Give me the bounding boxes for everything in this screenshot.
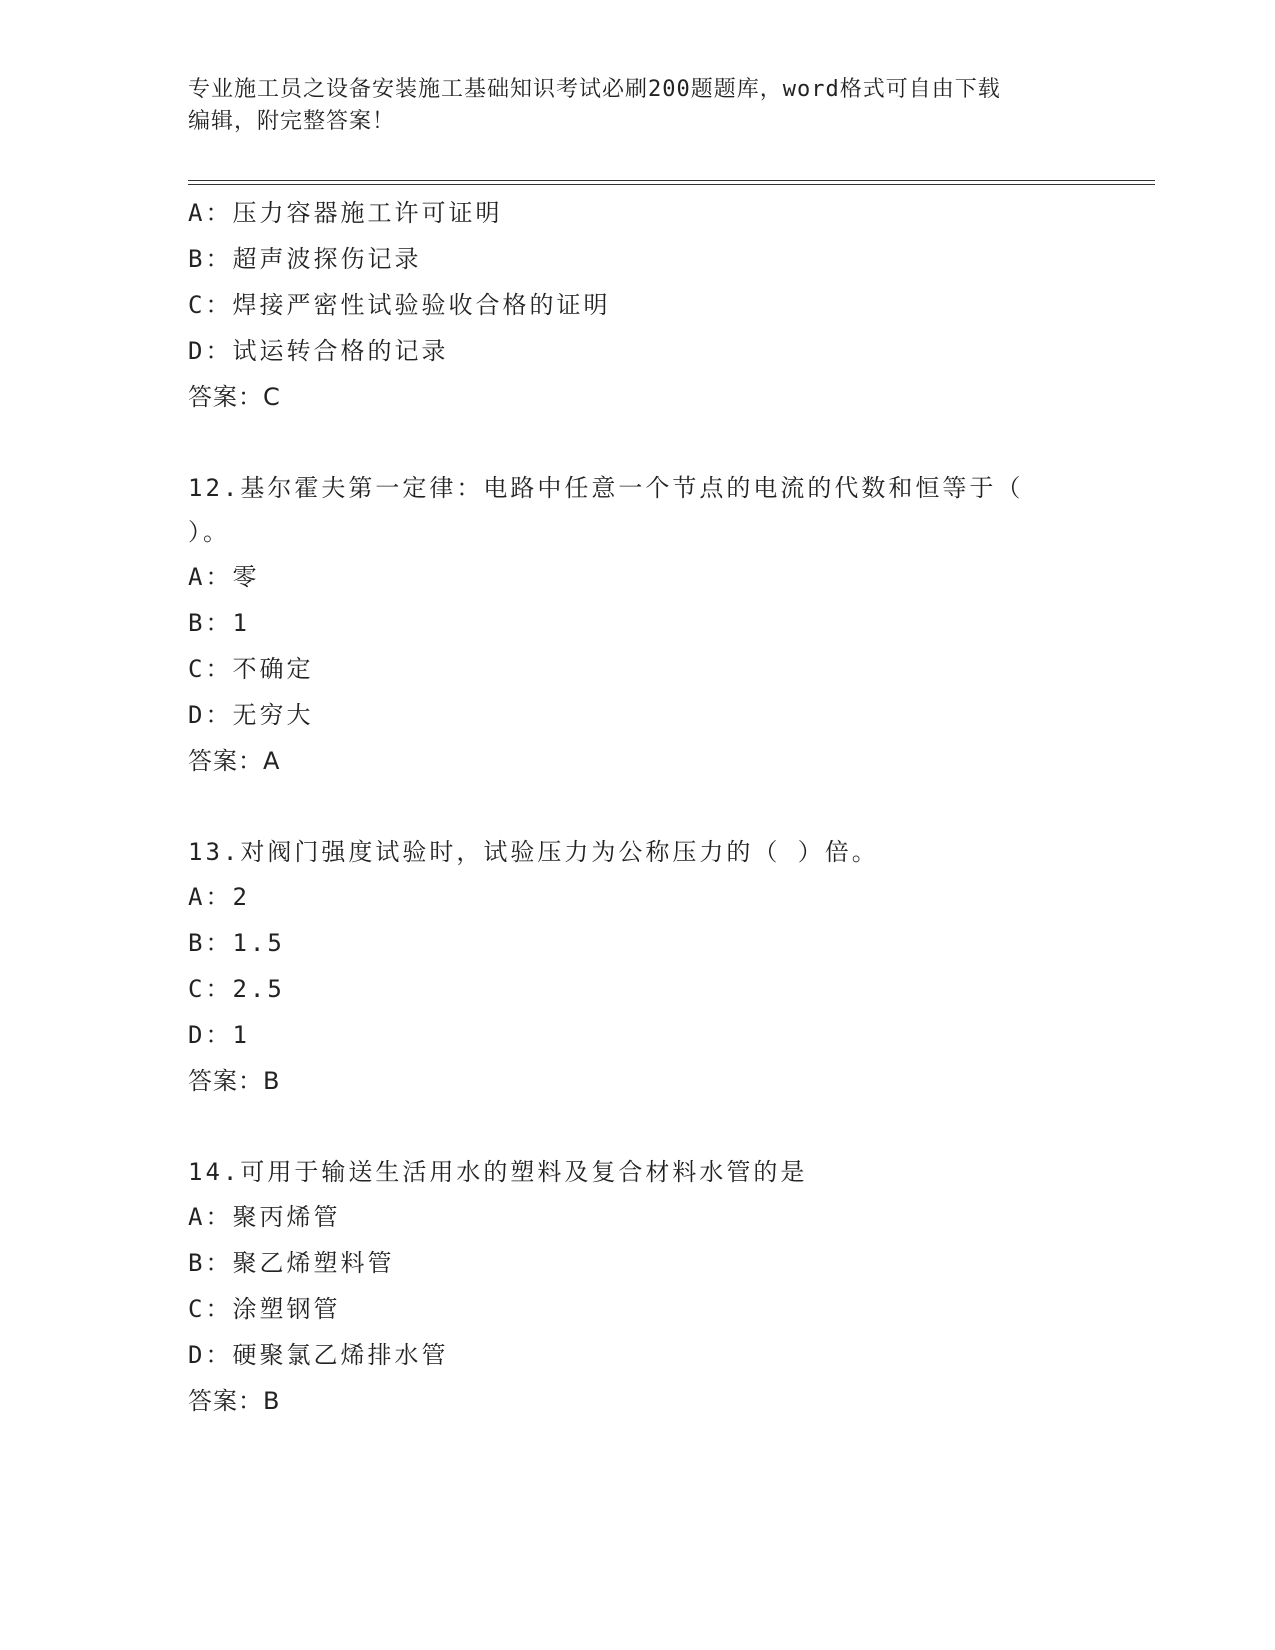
header-line-1: 专业施工员之设备安装施工基础知识考试必刷200题题库，word格式可自由下载: [188, 77, 1001, 102]
question-content: [188, 190, 1088, 1424]
option-a: A：压力容器施工许可证明: [188, 199, 503, 227]
spacer: [188, 784, 1088, 830]
option-a: A：聚丙烯管: [188, 1203, 341, 1231]
option-b: B：1: [188, 609, 250, 637]
option-d: D：无穷大: [188, 701, 314, 729]
option-b: B：1.5: [188, 929, 285, 957]
option-a: A：2: [188, 883, 250, 911]
option-c: C：焊接严密性试验验收合格的证明: [188, 291, 611, 319]
option-c: C：涂塑钢管: [188, 1295, 341, 1323]
option-b: B：超声波探伤记录: [188, 245, 422, 273]
option-b: B：聚乙烯塑料管: [188, 1249, 395, 1277]
header-divider-top: [188, 180, 1155, 181]
question-11: [188, 190, 1088, 420]
answer-line: 答案：B: [188, 1067, 281, 1095]
spacer: [188, 1104, 1088, 1150]
spacer: [188, 420, 1088, 466]
option-c: C：不确定: [188, 655, 314, 683]
question-stem-line-2: ）。: [188, 518, 230, 546]
option-d: D：硬聚氯乙烯排水管: [188, 1341, 449, 1369]
answer-line: 答案：A: [188, 747, 281, 775]
header-line-2: 编辑，附完整答案！: [188, 109, 396, 134]
question-13: [188, 830, 1088, 1104]
document-header: [188, 74, 1068, 138]
option-d: D：试运转合格的记录: [188, 337, 449, 365]
question-stem: 13.对阀门强度试验时，试验压力为公称压力的（ ）倍。: [188, 838, 879, 866]
header-divider-bottom: [188, 184, 1155, 185]
question-stem: 14.可用于输送生活用水的塑料及复合材料水管的是: [188, 1158, 808, 1186]
question-14: [188, 1150, 1088, 1424]
question-12: [188, 466, 1088, 784]
option-a: A：零: [188, 563, 260, 591]
option-c: C：2.5: [188, 975, 285, 1003]
question-stem-line-1: 12.基尔霍夫第一定律：电路中任意一个节点的电流的代数和恒等于（: [188, 474, 1024, 502]
answer-line: 答案：C: [188, 383, 281, 411]
answer-line: 答案：B: [188, 1387, 281, 1415]
option-d: D：1: [188, 1021, 250, 1049]
